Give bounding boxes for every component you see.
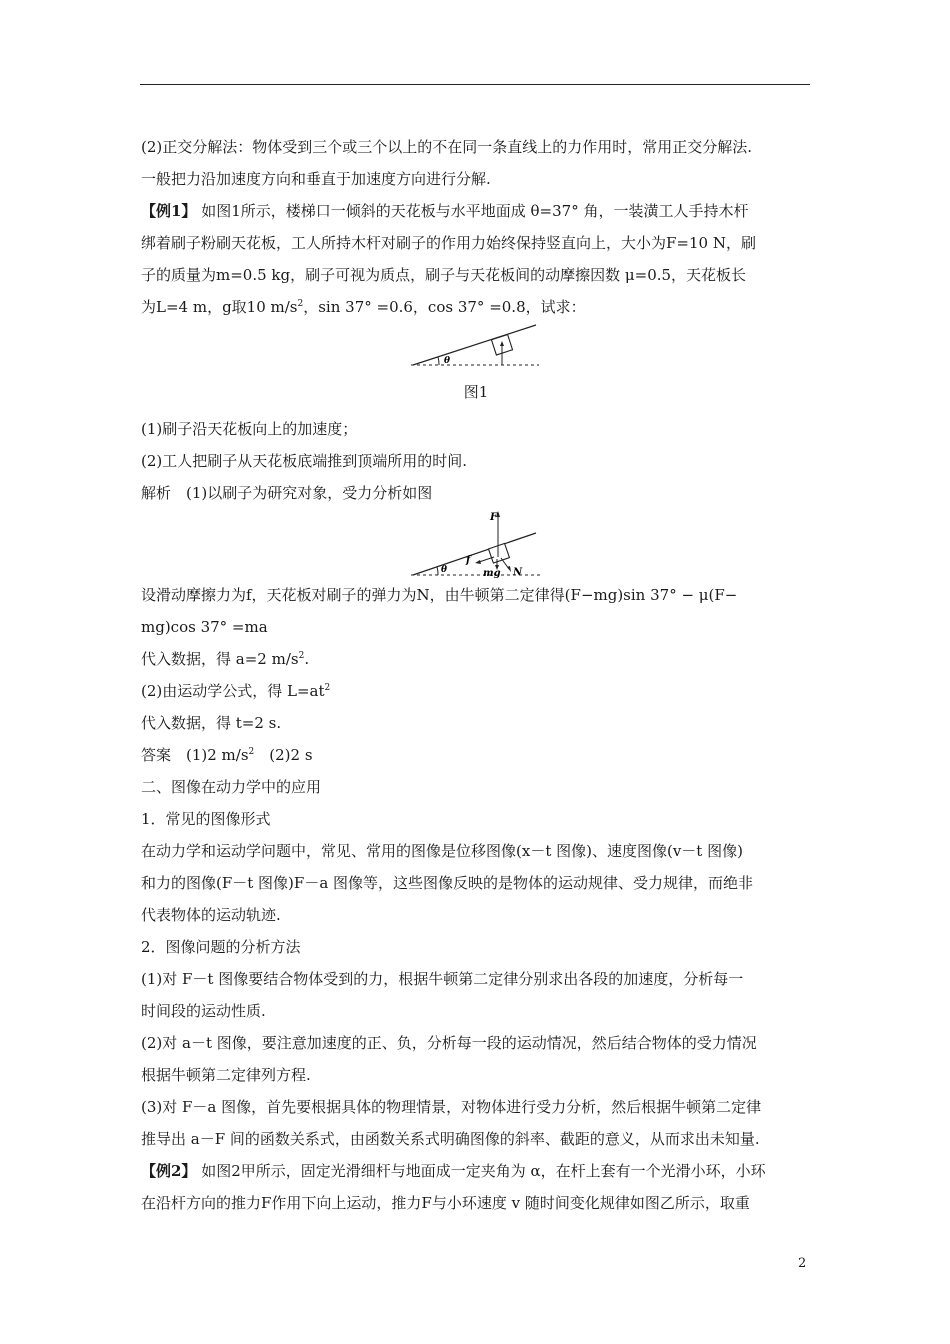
example-1-line-1: 如图1所示，楼梯口一倾斜的天花板与水平地面成 θ=37° 角，一装潢工人手持木杆: [196, 202, 749, 220]
force-label-f: f: [466, 555, 471, 566]
method-1-line-2: 时间段的运动性质.: [141, 1002, 266, 1020]
example-2-line-2: 在沿杆方向的推力F作用下向上运动，推力F与小环速度 v 随时间变化规律如图乙所示，取重: [141, 1194, 750, 1212]
example-1-line-2: 绑着刷子粉刷天花板，工人所持木杆对刷子的作用力始终保持竖直向上，大小为F=10 N，刷: [141, 234, 756, 252]
questions: [141, 413, 811, 509]
figure-force-analysis: [141, 509, 811, 579]
subsection-2-heading: 2．图像问题的分析方法: [141, 938, 301, 956]
solution-line-1: 设滑动摩擦力为f，天花板对刷子的弹力为N，由牛顿第二定律得(F−mg)sin 37° − μ(F−: [141, 586, 738, 604]
figure-1: [141, 323, 811, 407]
example-1-tag: 【例1】: [141, 202, 197, 220]
figure-1-theta: θ: [444, 356, 451, 366]
figure-1-diagram: [141, 323, 811, 373]
page-number: 2: [798, 1256, 807, 1271]
superscript: 2: [298, 651, 305, 661]
force-label-N: N: [513, 567, 523, 578]
answer-b: (2)2 s: [254, 746, 313, 764]
example-2-line-1: 如图2甲所示，固定光滑细杆与地面成一定夹角为 α，在杆上套有一个光滑小环，小环: [196, 1162, 766, 1180]
method-2-line-2: 根据牛顿第二定律列方程.: [141, 1066, 311, 1084]
subsection-1-line-2: 和力的图像(F－t 图像)F－a 图像等，这些图像反映的是物体的运动规律、受力规律，而绝非: [141, 874, 754, 892]
superscript: 2: [297, 299, 304, 309]
solution: [141, 579, 811, 1219]
header-rule: [140, 84, 810, 85]
superscript: 2: [324, 683, 331, 693]
subsection-1-line-1: 在动力学和运动学问题中，常见、常用的图像是位移图像(x－t 图像)、速度图像(v－t 图像): [141, 842, 743, 860]
section-2-heading: 二、图像在动力学中的应用: [141, 778, 322, 796]
solution-heading: 解析 (1)以刷子为研究对象，受力分析如图: [141, 484, 433, 502]
question-2: (2)工人把刷子从天花板底端推到顶端所用的时间.: [141, 452, 468, 470]
solution-line-3a: 代入数据，得 a=2 m/s: [141, 650, 299, 668]
subsection-1-line-3: 代表物体的运动轨迹.: [141, 906, 281, 924]
solution-line-5: 代入数据，得 t=2 s.: [141, 714, 282, 732]
superscript: 2: [248, 747, 255, 757]
force-theta: θ: [441, 565, 448, 575]
example-1-line-4b: ，sin 37° =0.6，cos 37° =0.8，试求：: [303, 298, 586, 316]
method-3-line-1: (3)对 F－a 图像，首先要根据具体的物理情景，对物体进行受力分析，然后根据牛顿第二定律: [141, 1098, 762, 1116]
orthogonal-line-2: 一般把力沿加速度方向和垂直于加速度方向进行分解.: [141, 170, 491, 188]
paragraph-orthogonal: [141, 131, 811, 195]
page-content: [141, 131, 811, 1219]
orthogonal-line-1: (2)正交分解法：物体受到三个或三个以上的不在同一条直线上的力作用时，常用正交分解法.: [141, 138, 753, 156]
method-2-line-1: (2)对 a－t 图像，要注意加速度的正、负，分析每一段的运动情况，然后结合物体的受力情况: [141, 1034, 757, 1052]
force-label-F: F: [490, 512, 498, 523]
example-1: [141, 195, 811, 323]
figure-1-caption: 图1: [463, 383, 489, 401]
solution-line-2: mg)cos 37° =ma: [141, 618, 268, 636]
example-2-tag: 【例2】: [141, 1162, 197, 1180]
method-1-line-1: (1)对 F－t 图像要结合物体受到的力，根据牛顿第二定律分别求出各段的加速度，分析每一: [141, 970, 744, 988]
force-diagram: [141, 509, 811, 579]
example-1-line-3: 子的质量为m=0.5 kg，刷子可视为质点，刷子与天花板间的动摩擦因数 μ=0.5，天花板长: [141, 266, 747, 284]
solution-line-3b: .: [304, 650, 310, 668]
answer-a: 答案 (1)2 m/s: [141, 746, 249, 764]
method-3-line-2: 推导出 a－F 间的函数关系式，由函数关系式明确图像的斜率、截距的意义，从而求出未知量.: [141, 1130, 760, 1148]
example-1-line-4a: 为L=4 m，g取10 m/s: [141, 298, 298, 316]
solution-line-4: (2)由运动学公式，得 L=at: [141, 682, 325, 700]
question-1: (1)刷子沿天花板向上的加速度；: [141, 420, 358, 438]
subsection-1-heading: 1．常见的图像形式: [141, 810, 271, 828]
force-label-mg: mg: [483, 568, 501, 579]
